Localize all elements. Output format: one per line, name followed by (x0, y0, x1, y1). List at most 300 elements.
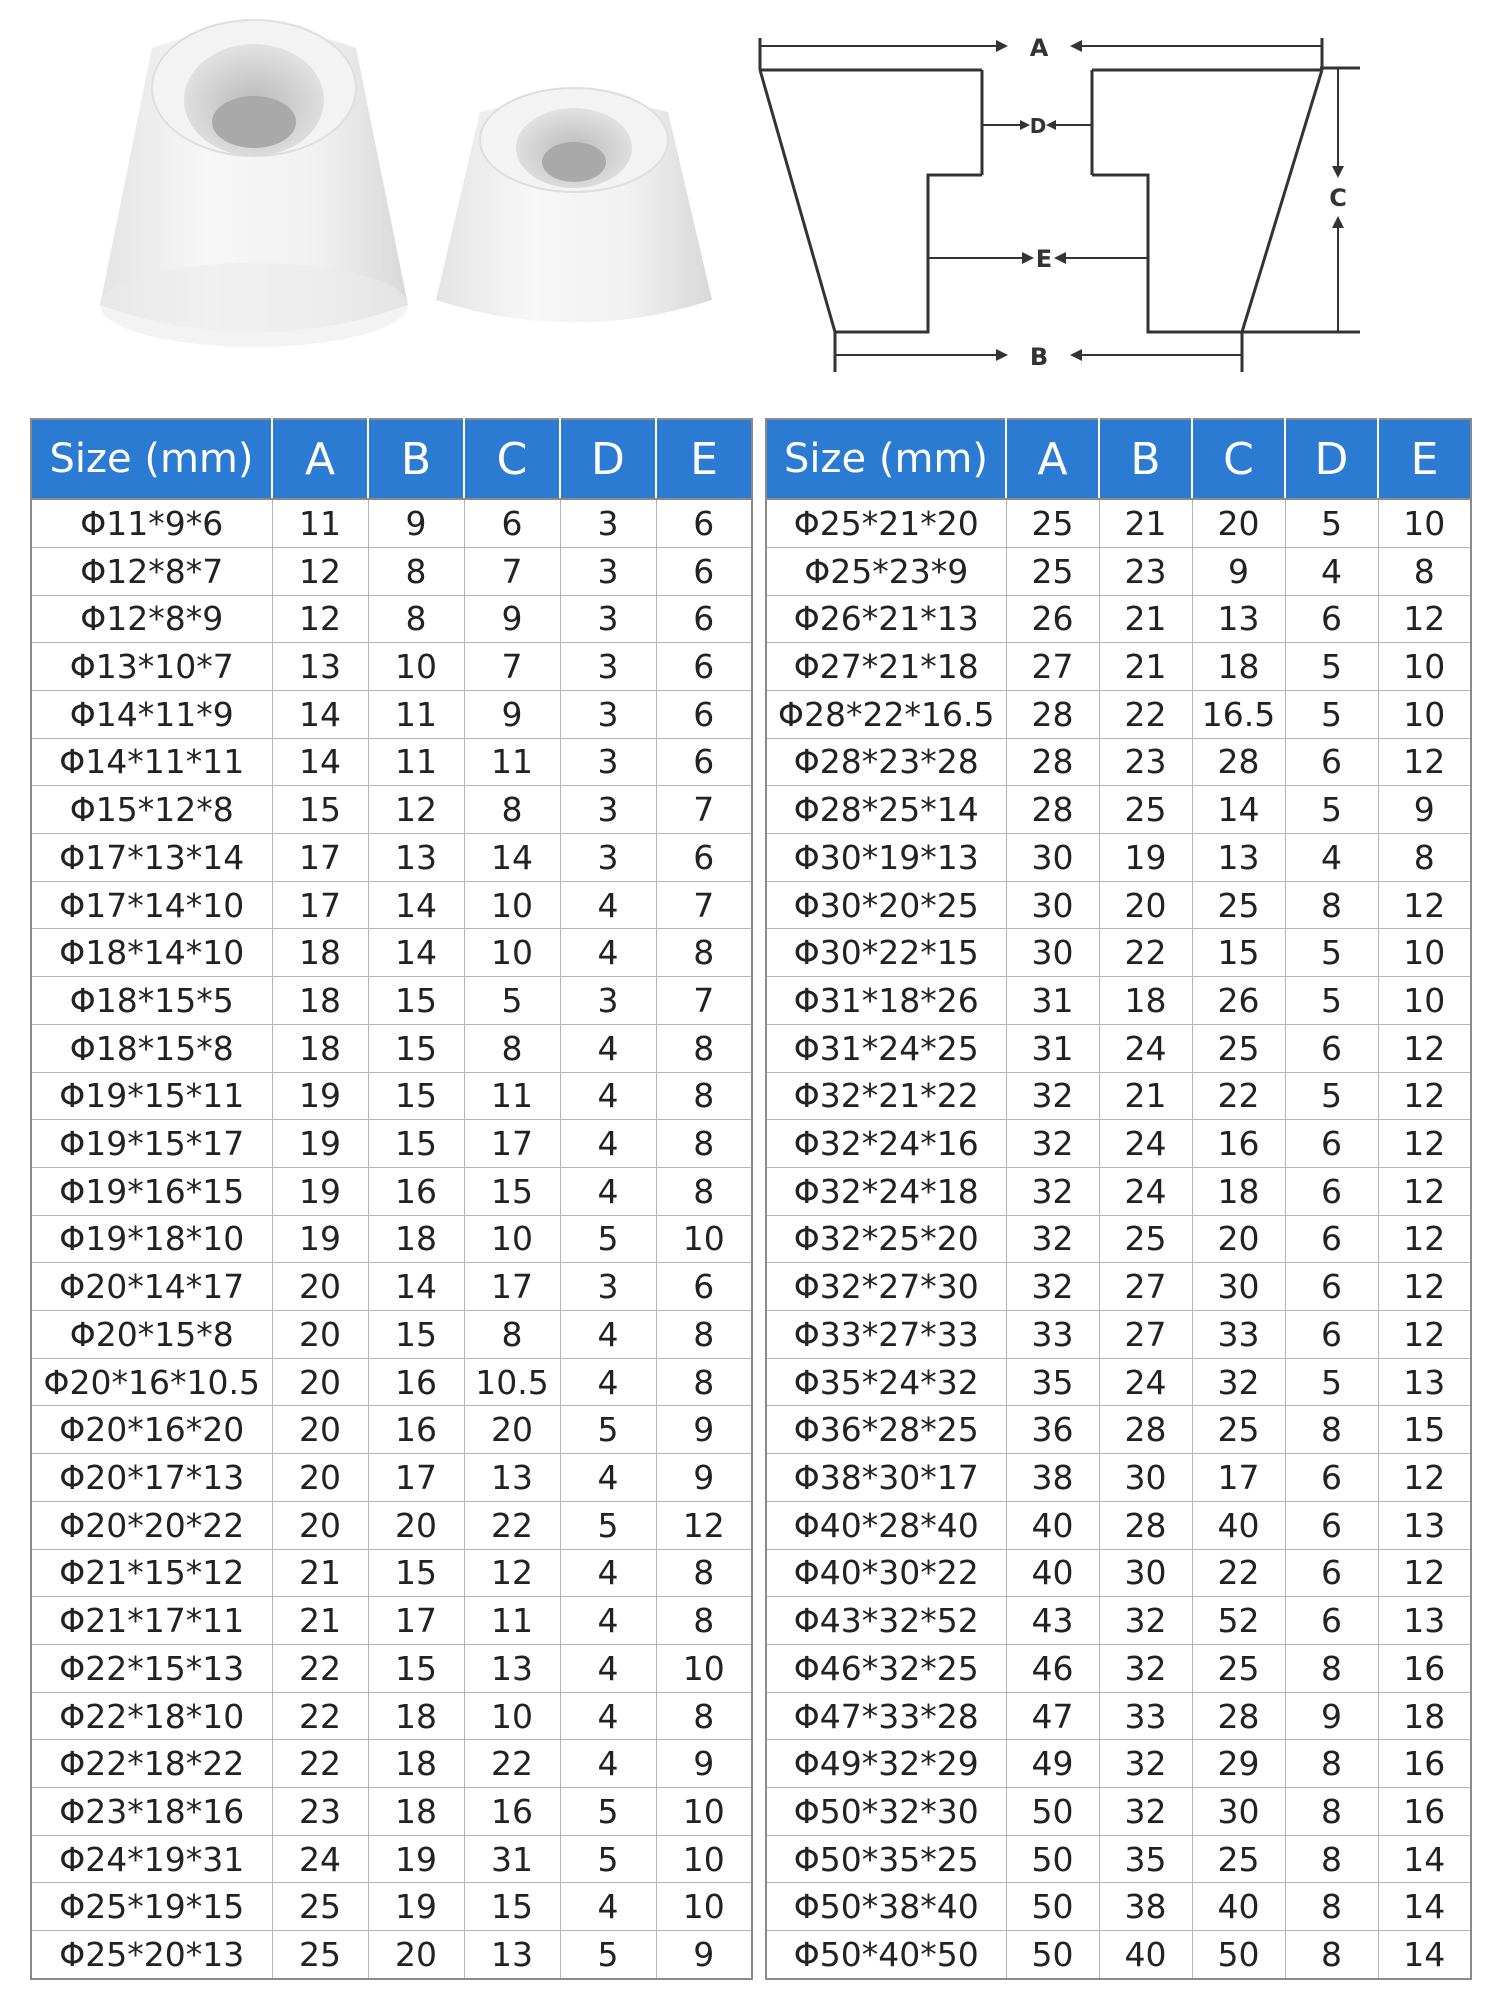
cell-d: 5 (1285, 1072, 1378, 1120)
cell-b: 15 (368, 1072, 464, 1120)
cell-size: Φ21*17*11 (31, 1597, 272, 1645)
cell-d: 4 (1285, 834, 1378, 882)
cell-c: 13 (464, 1644, 560, 1692)
cell-e: 8 (1378, 834, 1471, 882)
cell-c: 13 (1192, 595, 1285, 643)
cell-d: 4 (560, 1597, 656, 1645)
cell-b: 24 (1099, 1358, 1192, 1406)
table-row (766, 786, 1471, 834)
cell-a: 25 (1006, 547, 1099, 595)
cell-d: 6 (1285, 1215, 1378, 1263)
cell-c: 8 (464, 1311, 560, 1359)
cell-b: 21 (1099, 595, 1192, 643)
cell-size: Φ20*14*17 (31, 1263, 272, 1311)
cell-b: 16 (368, 1406, 464, 1454)
header-b: B (1099, 419, 1192, 499)
table-row (31, 499, 752, 547)
table-row (31, 738, 752, 786)
cell-d: 8 (1285, 1644, 1378, 1692)
cell-size: Φ14*11*11 (31, 738, 272, 786)
cell-b: 11 (368, 690, 464, 738)
cell-d: 6 (1285, 1263, 1378, 1311)
cell-a: 33 (1006, 1311, 1099, 1359)
cell-c: 15 (464, 1883, 560, 1931)
cell-e: 8 (656, 1597, 752, 1645)
cell-c: 50 (1192, 1931, 1285, 1979)
cell-d: 3 (560, 977, 656, 1025)
cell-d: 6 (1285, 595, 1378, 643)
cell-a: 17 (272, 834, 368, 882)
cell-b: 12 (368, 786, 464, 834)
cell-size: Φ25*23*9 (766, 547, 1006, 595)
cell-e: 10 (656, 1835, 752, 1883)
cell-e: 16 (1378, 1788, 1471, 1836)
cell-b: 21 (1099, 643, 1192, 691)
cell-a: 18 (272, 1024, 368, 1072)
cell-a: 20 (272, 1454, 368, 1502)
cell-size: Φ25*20*13 (31, 1931, 272, 1979)
cell-size: Φ18*14*10 (31, 929, 272, 977)
cell-b: 20 (1099, 881, 1192, 929)
cell-d: 8 (1285, 1740, 1378, 1788)
cell-size: Φ12*8*7 (31, 547, 272, 595)
table-row (766, 929, 1471, 977)
table-row (766, 1263, 1471, 1311)
cell-a: 22 (272, 1644, 368, 1692)
cell-c: 10.5 (464, 1358, 560, 1406)
cell-d: 5 (1285, 499, 1378, 547)
cell-d: 4 (560, 1883, 656, 1931)
cell-d: 5 (1285, 977, 1378, 1025)
cell-e: 10 (656, 1788, 752, 1836)
cell-size: Φ28*22*16.5 (766, 690, 1006, 738)
cell-b: 28 (1099, 1406, 1192, 1454)
cell-c: 29 (1192, 1740, 1285, 1788)
table-row (31, 643, 752, 691)
table-body (31, 499, 752, 1979)
cell-e: 12 (1378, 1311, 1471, 1359)
cell-c: 10 (464, 881, 560, 929)
cell-e: 8 (656, 1120, 752, 1168)
cell-a: 32 (1006, 1120, 1099, 1168)
cell-a: 32 (1006, 1215, 1099, 1263)
table-row (31, 1406, 752, 1454)
cell-d: 4 (560, 1024, 656, 1072)
cell-c: 32 (1192, 1358, 1285, 1406)
cell-e: 8 (656, 1167, 752, 1215)
cell-c: 16 (1192, 1120, 1285, 1168)
cell-e: 12 (1378, 1215, 1471, 1263)
cell-e: 8 (656, 1072, 752, 1120)
table-row (766, 977, 1471, 1025)
cell-b: 18 (368, 1692, 464, 1740)
cell-a: 20 (272, 1406, 368, 1454)
cell-a: 31 (1006, 977, 1099, 1025)
table-row (31, 977, 752, 1025)
cell-size: Φ20*16*20 (31, 1406, 272, 1454)
cell-size: Φ36*28*25 (766, 1406, 1006, 1454)
cell-a: 27 (1006, 643, 1099, 691)
cell-b: 18 (368, 1740, 464, 1788)
dim-label-a: A (1029, 34, 1049, 62)
cell-b: 32 (1099, 1788, 1192, 1836)
cell-e: 6 (656, 738, 752, 786)
cell-d: 6 (1285, 1311, 1378, 1359)
cell-b: 24 (1099, 1167, 1192, 1215)
cell-d: 4 (560, 1644, 656, 1692)
cell-b: 32 (1099, 1644, 1192, 1692)
cell-a: 20 (272, 1501, 368, 1549)
cell-e: 16 (1378, 1644, 1471, 1692)
cell-d: 3 (560, 834, 656, 882)
cell-d: 4 (560, 881, 656, 929)
cell-b: 18 (1099, 977, 1192, 1025)
cell-a: 38 (1006, 1454, 1099, 1502)
table-row (766, 1120, 1471, 1168)
cell-d: 6 (1285, 1167, 1378, 1215)
cell-d: 5 (560, 1215, 656, 1263)
cell-a: 46 (1006, 1644, 1099, 1692)
cell-size: Φ20*17*13 (31, 1454, 272, 1502)
cell-size: Φ33*27*33 (766, 1311, 1006, 1359)
table-row (766, 690, 1471, 738)
cell-a: 50 (1006, 1788, 1099, 1836)
cell-a: 14 (272, 690, 368, 738)
header-c: C (1192, 419, 1285, 499)
cell-b: 23 (1099, 738, 1192, 786)
cell-c: 22 (464, 1501, 560, 1549)
cell-size: Φ50*40*50 (766, 1931, 1006, 1979)
small-bumper (436, 88, 712, 323)
cell-c: 5 (464, 977, 560, 1025)
cell-e: 8 (656, 1311, 752, 1359)
cell-e: 14 (1378, 1835, 1471, 1883)
cell-d: 4 (560, 1740, 656, 1788)
cell-d: 4 (560, 1167, 656, 1215)
cell-a: 14 (272, 738, 368, 786)
table-row (766, 1883, 1471, 1931)
cell-a: 20 (272, 1311, 368, 1359)
cell-d: 4 (560, 1358, 656, 1406)
cell-a: 30 (1006, 881, 1099, 929)
cell-c: 13 (464, 1931, 560, 1979)
table-row (31, 1072, 752, 1120)
cell-e: 12 (1378, 1549, 1471, 1597)
cell-c: 17 (1192, 1454, 1285, 1502)
cell-a: 24 (272, 1835, 368, 1883)
cell-a: 35 (1006, 1358, 1099, 1406)
cell-d: 3 (560, 1263, 656, 1311)
cell-d: 6 (1285, 738, 1378, 786)
cell-a: 32 (1006, 1263, 1099, 1311)
table-row (766, 595, 1471, 643)
cell-size: Φ12*8*9 (31, 595, 272, 643)
cell-b: 8 (368, 595, 464, 643)
cell-e: 6 (656, 1263, 752, 1311)
cell-b: 8 (368, 547, 464, 595)
cell-b: 10 (368, 643, 464, 691)
cell-b: 15 (368, 1549, 464, 1597)
cell-e: 12 (1378, 1167, 1471, 1215)
cell-d: 4 (560, 1072, 656, 1120)
cell-b: 24 (1099, 1120, 1192, 1168)
cell-d: 4 (1285, 547, 1378, 595)
cell-e: 10 (1378, 977, 1471, 1025)
cell-c: 52 (1192, 1597, 1285, 1645)
cell-a: 28 (1006, 738, 1099, 786)
table-row (766, 1931, 1471, 1979)
cell-e: 6 (656, 595, 752, 643)
cell-a: 40 (1006, 1501, 1099, 1549)
cell-b: 15 (368, 1024, 464, 1072)
cell-a: 12 (272, 547, 368, 595)
table-row (766, 1454, 1471, 1502)
cell-e: 6 (656, 690, 752, 738)
table-row (766, 1311, 1471, 1359)
cell-size: Φ38*30*17 (766, 1454, 1006, 1502)
table-row (766, 1024, 1471, 1072)
cell-b: 25 (1099, 786, 1192, 834)
cell-c: 10 (464, 929, 560, 977)
table-row (766, 1501, 1471, 1549)
cell-b: 15 (368, 977, 464, 1025)
cell-b: 13 (368, 834, 464, 882)
cell-e: 7 (656, 786, 752, 834)
cell-a: 26 (1006, 595, 1099, 643)
cell-a: 25 (1006, 499, 1099, 547)
cell-e: 10 (1378, 690, 1471, 738)
header-d: D (1285, 419, 1378, 499)
cell-e: 9 (1378, 786, 1471, 834)
cell-a: 19 (272, 1072, 368, 1120)
dim-label-d: D (1029, 114, 1047, 138)
cell-e: 10 (1378, 499, 1471, 547)
cell-c: 20 (1192, 1215, 1285, 1263)
cell-b: 9 (368, 499, 464, 547)
cell-d: 4 (560, 1454, 656, 1502)
cell-b: 16 (368, 1358, 464, 1406)
cell-a: 19 (272, 1167, 368, 1215)
cell-size: Φ43*32*52 (766, 1597, 1006, 1645)
cell-size: Φ50*32*30 (766, 1788, 1006, 1836)
cell-b: 17 (368, 1454, 464, 1502)
cell-c: 40 (1192, 1883, 1285, 1931)
cell-d: 8 (1285, 1788, 1378, 1836)
cell-c: 13 (464, 1454, 560, 1502)
cell-d: 5 (1285, 1358, 1378, 1406)
cell-d: 6 (1285, 1549, 1378, 1597)
cell-size: Φ24*19*31 (31, 1835, 272, 1883)
cell-e: 12 (1378, 738, 1471, 786)
cell-c: 7 (464, 643, 560, 691)
cell-size: Φ22*18*10 (31, 1692, 272, 1740)
cell-a: 28 (1006, 786, 1099, 834)
cell-d: 5 (1285, 690, 1378, 738)
table-row (31, 1167, 752, 1215)
cell-c: 22 (464, 1740, 560, 1788)
cell-c: 22 (1192, 1072, 1285, 1120)
cell-a: 32 (1006, 1167, 1099, 1215)
cell-c: 28 (1192, 1692, 1285, 1740)
cell-a: 40 (1006, 1549, 1099, 1597)
cell-c: 17 (464, 1263, 560, 1311)
cell-d: 4 (560, 1549, 656, 1597)
cell-b: 19 (368, 1835, 464, 1883)
cell-d: 5 (560, 1406, 656, 1454)
table-row (766, 643, 1471, 691)
cell-e: 13 (1378, 1358, 1471, 1406)
cell-a: 28 (1006, 690, 1099, 738)
cell-size: Φ50*38*40 (766, 1883, 1006, 1931)
cell-c: 9 (464, 690, 560, 738)
cell-b: 19 (1099, 834, 1192, 882)
cell-b: 18 (368, 1788, 464, 1836)
cell-size: Φ19*15*11 (31, 1072, 272, 1120)
cell-a: 19 (272, 1120, 368, 1168)
cell-b: 27 (1099, 1263, 1192, 1311)
table-row (31, 834, 752, 882)
cell-b: 15 (368, 1120, 464, 1168)
table-row (766, 1788, 1471, 1836)
table-row (766, 738, 1471, 786)
table-row (31, 1549, 752, 1597)
cell-e: 12 (1378, 1024, 1471, 1072)
cell-c: 16 (464, 1788, 560, 1836)
cell-a: 19 (272, 1215, 368, 1263)
cell-a: 32 (1006, 1072, 1099, 1120)
table-row (31, 1740, 752, 1788)
cell-size: Φ18*15*5 (31, 977, 272, 1025)
cell-d: 8 (1285, 1931, 1378, 1979)
cell-c: 11 (464, 1597, 560, 1645)
cell-c: 15 (464, 1167, 560, 1215)
cell-size: Φ15*12*8 (31, 786, 272, 834)
header-size: Size (mm) (766, 419, 1006, 499)
cell-size: Φ25*21*20 (766, 499, 1006, 547)
cell-c: 11 (464, 1072, 560, 1120)
cell-b: 15 (368, 1311, 464, 1359)
cell-b: 23 (1099, 547, 1192, 595)
cell-d: 8 (1285, 1835, 1378, 1883)
cell-c: 7 (464, 547, 560, 595)
table-row (766, 499, 1471, 547)
cell-size: Φ21*15*12 (31, 1549, 272, 1597)
cell-a: 30 (1006, 929, 1099, 977)
cell-e: 6 (656, 834, 752, 882)
cell-b: 20 (368, 1931, 464, 1979)
cell-size: Φ28*25*14 (766, 786, 1006, 834)
cell-b: 14 (368, 881, 464, 929)
cell-d: 5 (1285, 929, 1378, 977)
table-row (766, 1644, 1471, 1692)
cell-b: 17 (368, 1597, 464, 1645)
table-row (31, 1835, 752, 1883)
cell-b: 21 (1099, 499, 1192, 547)
header-e: E (1378, 419, 1471, 499)
cell-b: 35 (1099, 1835, 1192, 1883)
cell-d: 3 (560, 643, 656, 691)
cell-size: Φ19*16*15 (31, 1167, 272, 1215)
table-body (766, 499, 1471, 1979)
cell-b: 38 (1099, 1883, 1192, 1931)
cell-c: 40 (1192, 1501, 1285, 1549)
cell-size: Φ50*35*25 (766, 1835, 1006, 1883)
cell-c: 28 (1192, 738, 1285, 786)
cell-c: 8 (464, 786, 560, 834)
header-b: B (368, 419, 464, 499)
table-row (766, 1549, 1471, 1597)
table-row (31, 1597, 752, 1645)
cell-d: 6 (1285, 1454, 1378, 1502)
cell-e: 7 (656, 977, 752, 1025)
cell-b: 18 (368, 1215, 464, 1263)
cell-e: 15 (1378, 1406, 1471, 1454)
cell-e: 8 (656, 1692, 752, 1740)
cell-d: 5 (560, 1501, 656, 1549)
cell-a: 50 (1006, 1931, 1099, 1979)
size-table-left (30, 418, 753, 1980)
cell-c: 20 (1192, 499, 1285, 547)
cell-size: Φ35*24*32 (766, 1358, 1006, 1406)
cell-a: 15 (272, 786, 368, 834)
cell-size: Φ13*10*7 (31, 643, 272, 691)
cell-b: 22 (1099, 690, 1192, 738)
cell-size: Φ32*25*20 (766, 1215, 1006, 1263)
cell-size: Φ28*23*28 (766, 738, 1006, 786)
cell-a: 43 (1006, 1597, 1099, 1645)
cell-d: 3 (560, 786, 656, 834)
cell-c: 25 (1192, 1406, 1285, 1454)
cell-a: 22 (272, 1740, 368, 1788)
cell-e: 12 (1378, 881, 1471, 929)
cell-c: 8 (464, 1024, 560, 1072)
cell-d: 5 (1285, 786, 1378, 834)
size-table-right (765, 418, 1472, 1980)
cell-e: 9 (656, 1406, 752, 1454)
cell-a: 21 (272, 1597, 368, 1645)
cell-size: Φ32*24*18 (766, 1167, 1006, 1215)
cell-a: 11 (272, 499, 368, 547)
cell-b: 22 (1099, 929, 1192, 977)
cell-d: 3 (560, 690, 656, 738)
cell-e: 7 (656, 881, 752, 929)
cell-c: 30 (1192, 1263, 1285, 1311)
cell-size: Φ31*24*25 (766, 1024, 1006, 1072)
cell-d: 6 (1285, 1501, 1378, 1549)
cell-d: 4 (560, 929, 656, 977)
cell-c: 6 (464, 499, 560, 547)
cell-e: 10 (1378, 929, 1471, 977)
cell-a: 31 (1006, 1024, 1099, 1072)
bumper-cross-section (740, 0, 1500, 400)
cell-e: 8 (656, 1024, 752, 1072)
cell-d: 5 (560, 1788, 656, 1836)
cell-c: 22 (1192, 1549, 1285, 1597)
cell-b: 30 (1099, 1549, 1192, 1597)
cell-d: 8 (1285, 1406, 1378, 1454)
table-row (766, 1692, 1471, 1740)
cell-c: 15 (1192, 929, 1285, 977)
cell-size: Φ14*11*9 (31, 690, 272, 738)
cell-c: 33 (1192, 1311, 1285, 1359)
cell-size: Φ18*15*8 (31, 1024, 272, 1072)
table-row (31, 547, 752, 595)
cell-c: 18 (1192, 643, 1285, 691)
cell-c: 10 (464, 1692, 560, 1740)
cell-e: 12 (1378, 1072, 1471, 1120)
table-row (766, 1740, 1471, 1788)
dim-label-b: B (1029, 343, 1049, 371)
